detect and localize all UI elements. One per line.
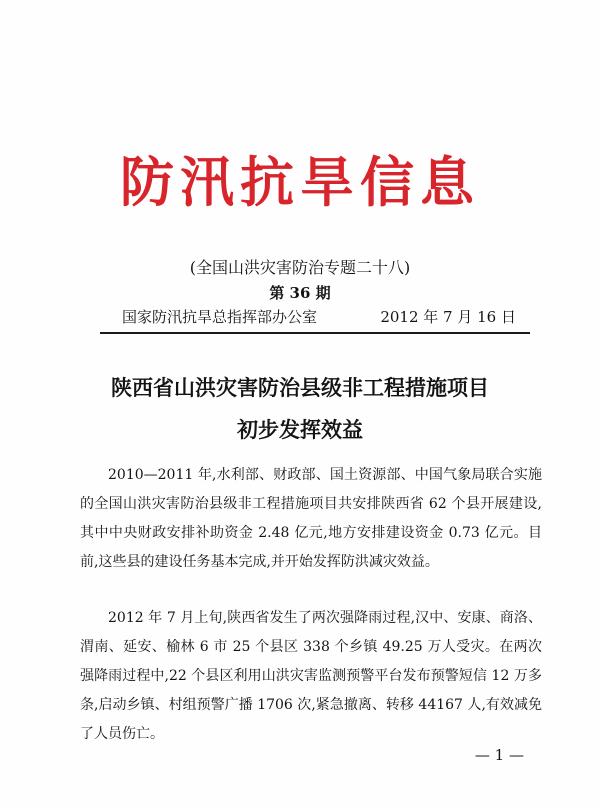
body-paragraph: 2012 年 7 月上旬,陕西省发生了两次强降雨过程,汉中、安康、商洛、渭南、延安、榆林 6 市 25 个县区 338 个乡镇 49.25 万人受灾。在两次强降雨过程中,22 个县区利用山洪灾害监测预警平台发布预警短信 12 万多条,启动乡镇、村组预警广播 1706 次,紧急撤离、转移 44167 人,有效减免了人员伤亡。 [80, 610, 542, 742]
article-title-line-1: 陕西省山洪灾害防治县级非工程措施项目 [111, 375, 489, 400]
header-divider [100, 332, 530, 334]
issue-number: 第 36 期 [269, 284, 331, 302]
issue-date: 2012 年 7 月 16 日 [380, 308, 516, 326]
masthead-title: 防汛抗旱信息 [120, 150, 480, 214]
issuing-organization: 国家防汛抗旱总指挥部办公室 [122, 308, 318, 326]
special-topic-label: (全国山洪灾害防治专题二十八) [189, 258, 411, 277]
body-paragraph: 2010—2011 年,水利部、财政部、国土资源部、中国气象局联合实施的全国山洪灾害防治县级非工程措施项目共安排陕西省 62 个县开展建设,其中中央财政安排补助资金 2.48 亿元,地方安排建设资金 0.73 亿元。目前,这些县的建设任务基本完成,并开始发挥防洪减灾效益。 [80, 467, 542, 570]
page-number: — 1 — [474, 746, 524, 764]
article-title-line-2: 初步发挥效益 [237, 417, 363, 442]
